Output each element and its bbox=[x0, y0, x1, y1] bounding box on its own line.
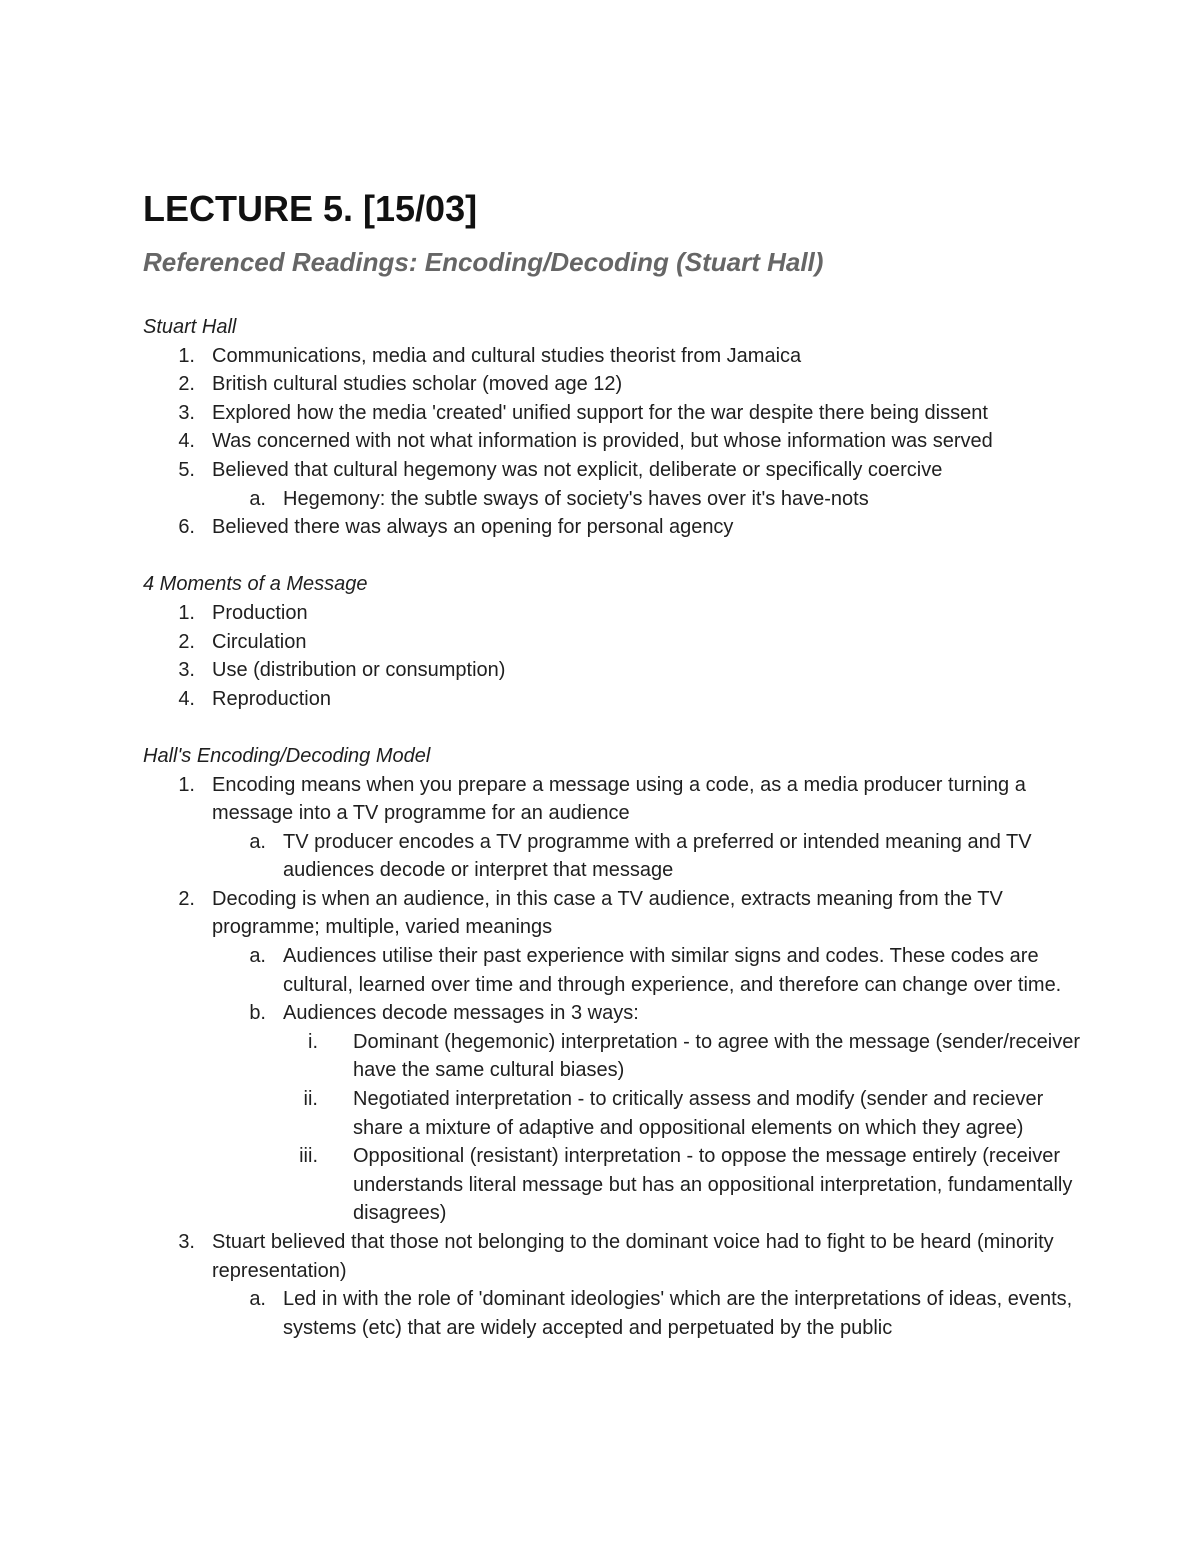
list-item bbox=[143, 628, 1083, 657]
list-marker: 4. bbox=[178, 687, 195, 710]
list-item-text: Audiences decode messages in 3 ways: bbox=[283, 1002, 639, 1025]
list-level-2 bbox=[143, 828, 1083, 885]
list-item bbox=[143, 999, 1083, 1028]
list-item bbox=[143, 399, 1083, 428]
list-marker: 2. bbox=[178, 887, 195, 910]
list-level-1 bbox=[143, 771, 1083, 1343]
list-level-3 bbox=[143, 1028, 1083, 1228]
list-item bbox=[143, 885, 1083, 942]
list-item-text: Circulation bbox=[212, 630, 307, 653]
list-item bbox=[143, 656, 1083, 685]
list-marker: a. bbox=[249, 1288, 266, 1311]
list-item-text: Oppositional (resistant) interpretation - to oppose the message entirely (receiver understands literal message but has an oppositional interpretation, fundamentally disagrees) bbox=[353, 1145, 1073, 1225]
list-marker: a. bbox=[249, 945, 266, 968]
list-item bbox=[143, 485, 1083, 514]
sub-list bbox=[143, 828, 1083, 885]
list-marker: 3. bbox=[178, 659, 195, 682]
list-item-text: British cultural studies scholar (moved age 12) bbox=[212, 373, 623, 396]
sub-list bbox=[143, 1028, 1083, 1228]
section bbox=[143, 313, 1083, 542]
list-item bbox=[143, 1142, 1083, 1228]
section-heading: Hall's Encoding/Decoding Model bbox=[143, 744, 431, 767]
notes-body bbox=[143, 313, 1083, 1342]
list-item-text: Was concerned with not what information is provided, but whose information was served bbox=[212, 430, 993, 453]
list-item-text: Believed there was always an opening for personal agency bbox=[212, 516, 734, 539]
list-item bbox=[143, 370, 1083, 399]
list-item-text: Led in with the role of 'dominant ideologies' which are the interpretations of ideas, events, systems (etc) that are widely accepted and perpetuated by the public bbox=[283, 1288, 1073, 1339]
sub-list bbox=[143, 1285, 1083, 1342]
list-item bbox=[143, 599, 1083, 628]
list-marker: 3. bbox=[178, 401, 195, 424]
list-level-2 bbox=[143, 942, 1083, 1228]
list-marker: 6. bbox=[178, 516, 195, 539]
list-item-text: Decoding is when an audience, in this case a TV audience, extracts meaning from the TV programme; multiple, varied meanings bbox=[212, 887, 1003, 939]
list-item-text: Communications, media and cultural studies theorist from Jamaica bbox=[212, 344, 802, 367]
list-item-text: Hegemony: the subtle sways of society's haves over it's have-nots bbox=[283, 487, 869, 510]
list-marker: 3. bbox=[178, 1231, 195, 1253]
list-marker: a. bbox=[249, 487, 266, 510]
list-item bbox=[143, 828, 1083, 885]
sub-list bbox=[143, 485, 1083, 514]
list-marker: 2. bbox=[178, 630, 195, 653]
list-marker: iii. bbox=[299, 1145, 318, 1168]
page-title: LECTURE 5. [15/03] bbox=[143, 188, 478, 229]
list-item bbox=[143, 427, 1083, 456]
list-item-text: Explored how the media 'created' unified support for the war despite there being dissent bbox=[212, 401, 988, 424]
sub-list bbox=[143, 942, 1083, 1228]
list-marker: 1. bbox=[178, 601, 195, 624]
list-marker: 2. bbox=[178, 373, 195, 396]
section-spacer bbox=[143, 542, 1083, 571]
list-item bbox=[143, 942, 1083, 999]
list-item-text: Audiences utilise their past experience with similar signs and codes. These codes are cultural, learned over time and through experience, and therefore can change over time. bbox=[283, 945, 1062, 996]
list-marker: a. bbox=[249, 830, 266, 853]
list-level-2 bbox=[143, 485, 1083, 514]
list-item bbox=[143, 685, 1083, 714]
list-marker: ii. bbox=[303, 1088, 318, 1111]
list-item-text: Use (distribution or consumption) bbox=[212, 659, 506, 682]
list-item bbox=[143, 456, 1083, 485]
list-level-2 bbox=[143, 1285, 1083, 1342]
list-marker: 5. bbox=[178, 458, 195, 481]
list-item bbox=[143, 342, 1083, 371]
list-item-text: Encoding means when you prepare a message using a code, as a media producer turning a message into a TV programme for an audience bbox=[212, 773, 1026, 825]
page-subtitle: Referenced Readings: Encoding/Decoding (Stuart Hall) bbox=[143, 247, 824, 277]
list-item bbox=[143, 1228, 1083, 1285]
list-item-text: Reproduction bbox=[212, 687, 331, 710]
list-item-text: Believed that cultural hegemony was not explicit, deliberate or specifically coercive bbox=[212, 458, 943, 481]
list-marker: b. bbox=[249, 1002, 266, 1025]
list-item bbox=[143, 1028, 1083, 1085]
list-item-text: Negotiated interpretation - to critically assess and modify (sender and reciever share a mixture of adaptive and oppositional elements on which they agree) bbox=[353, 1088, 1044, 1139]
section bbox=[143, 570, 1083, 713]
section-heading: 4 Moments of a Message bbox=[143, 573, 368, 596]
section-heading: Stuart Hall bbox=[143, 316, 237, 338]
list-level-1 bbox=[143, 342, 1083, 542]
section bbox=[143, 742, 1083, 1342]
section-spacer bbox=[143, 713, 1083, 742]
list-item-text: Dominant (hegemonic) interpretation - to agree with the message (sender/receiver have the same cultural biases) bbox=[353, 1030, 1081, 1082]
list-item-text: TV producer encodes a TV programme with a preferred or intended meaning and TV audiences decode or interpret that message bbox=[283, 830, 1032, 882]
list-marker: 1. bbox=[178, 344, 195, 367]
list-item-text: Production bbox=[212, 601, 308, 624]
list-level-1 bbox=[143, 599, 1083, 713]
list-item bbox=[143, 1085, 1083, 1142]
list-item-text: Stuart believed that those not belonging to the dominant voice had to fight to be heard (minority representation) bbox=[212, 1231, 1054, 1282]
list-item bbox=[143, 1285, 1083, 1342]
list-item bbox=[143, 513, 1083, 542]
list-marker: 4. bbox=[178, 430, 195, 453]
list-item bbox=[143, 771, 1083, 828]
list-marker: 1. bbox=[178, 773, 195, 796]
list-marker: i. bbox=[308, 1030, 318, 1053]
